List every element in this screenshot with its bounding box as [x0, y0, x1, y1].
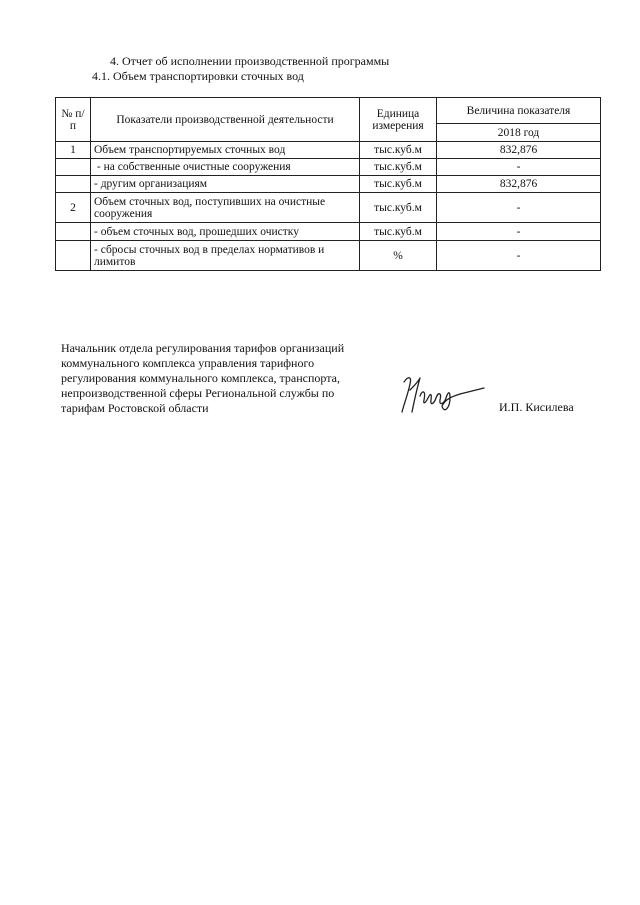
row-indicator: - объем сточных вод, прошедших очистку	[91, 223, 360, 241]
row-unit: тыс.куб.м	[360, 142, 437, 159]
row-indicator: Объем сточных вод, поступивших на очистные сооружения	[91, 193, 360, 223]
row-unit: тыс.куб.м	[360, 159, 437, 176]
signer-name: И.П. Кисилева	[499, 400, 574, 414]
handwritten-signature	[398, 368, 486, 420]
row-value: 832,876	[437, 176, 601, 193]
table-row	[56, 241, 601, 271]
table-header-row	[56, 98, 601, 124]
row-num	[56, 223, 91, 241]
table-row	[56, 176, 601, 193]
header-num: № п/п	[56, 98, 91, 142]
table-row	[56, 193, 601, 223]
row-indicator: - сбросы сточных вод в пределах нормативов и лимитов	[91, 241, 360, 271]
header-unit: Единица измерения	[360, 98, 437, 142]
header-indicator: Показатели производственной деятельности	[91, 98, 360, 142]
row-unit: тыс.куб.м	[360, 193, 437, 223]
table-row	[56, 223, 601, 241]
row-unit: тыс.куб.м	[360, 176, 437, 193]
section-heading: 4. Отчет об исполнении производственной программы	[110, 54, 390, 68]
row-indicator: - другим организациям	[91, 176, 360, 193]
row-indicator: - на собственные очистные сооружения	[91, 159, 360, 176]
header-value: Величина показателя	[437, 98, 601, 124]
table-row	[56, 142, 601, 159]
row-unit: тыс.куб.м	[360, 223, 437, 241]
row-value: -	[437, 223, 601, 241]
row-unit: %	[360, 241, 437, 271]
row-num	[56, 241, 91, 271]
row-value: 832,876	[437, 142, 601, 159]
subsection-heading: 4.1. Объем транспортировки сточных вод	[92, 69, 304, 83]
header-year: 2018 год	[437, 124, 601, 142]
table-row	[56, 159, 601, 176]
row-num	[56, 176, 91, 193]
signatory-position: Начальник отдела регулирования тарифов организаций коммунального комплекса управления тарифного регулирования коммунального комплекса, транспорта, непроизводственной сферы Региональной службы по тарифам Ростовской области	[61, 341, 345, 415]
row-num: 1	[56, 142, 91, 159]
row-value: -	[437, 241, 601, 271]
row-num	[56, 159, 91, 176]
row-value: -	[437, 193, 601, 223]
indicators-table	[55, 97, 601, 271]
row-indicator: Объем транспортируемых сточных вод	[91, 142, 360, 159]
row-value: -	[437, 159, 601, 176]
row-num: 2	[56, 193, 91, 223]
